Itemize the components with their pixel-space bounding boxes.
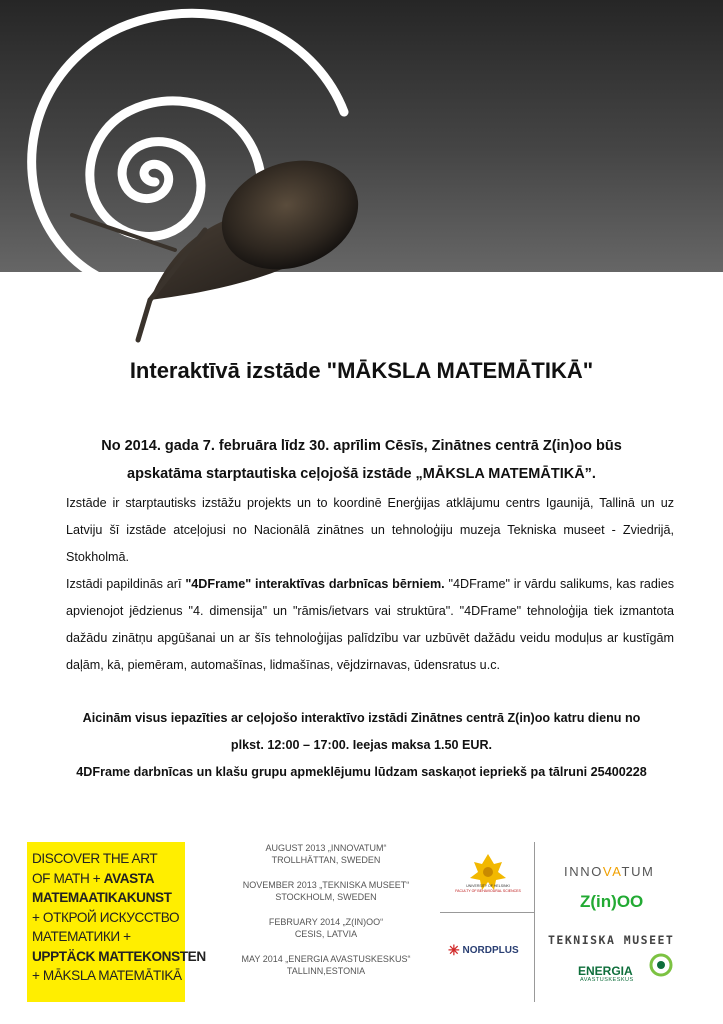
faculty-name: FACULTY OF BEHAVIOURAL SCIENCES [455,888,521,893]
divider [534,842,535,1002]
title-line [32,869,185,889]
nordplus-logo [448,942,519,959]
multilingual-title-box [27,842,206,1002]
tour-stop [226,953,426,977]
partner-logos [440,842,694,1002]
tour-place: CESIS, LATVIA [294,929,358,939]
paragraph: Izstāde ir starptautisks izstāžu projekts un to koordinē Enerģijas atklājumu centrs Igaunijā, Tallinā un uz Latviju šī izstāde atceļojusi no Nacionālā zinātnes un tehnoloģiju muzeja Tekniska museet - Zviedrijā, Stokholmā. [66,496,674,564]
lead-announcement [40,432,683,488]
tour-date: FEBRUARY 2014 „Z(IN)OO“ [268,917,384,927]
energia-swirl-icon [649,953,673,977]
paragraph-text: Izstādi papildinās arī [66,577,186,591]
tour-date: AUGUST 2013 „INNOVATUM“ [265,843,387,853]
tour-date: NOVEMBER 2013 „TEKNISKA MUSEET“ [242,880,410,890]
zinoo-logo: Z(in)OO [580,892,644,911]
tour-place: STOCKHOLM, SWEDEN [275,892,377,902]
title-line: DISCOVER THE ART [32,851,158,866]
booking-note: 4DFrame darbnīcas un klašu grupu apmeklējumu lūdzam saskaņot iepriekš pa tālruni 25400228 [76,765,647,779]
nordplus-star-icon: ✳ [448,942,460,958]
university-logo-text [446,884,530,893]
tour-stop [226,879,426,903]
paragraph-text: "4DFrame" ir vārdu salikums, kas radies apvienojot jēdzienus "4. dimensija" un "rāmis/ietvars vai struktūra". "4DFrame" tehnoloģija tiek izmantota dažādu zinātņu apgūšanai un ar šīs tehnoloģijas palīdzību var uzbūvēt dažādu veidu moduļus ar kustīgām daļām, kā, piemēram, automašīnas, lidmašīnas, vējdzirnavas, ūdensratus u.c. [66,577,674,672]
energia-logo: ENERGIA [578,964,633,978]
page-title: Interaktīvā izstāde "MĀKSLA MATEMĀTIKĀ" [129,358,594,383]
snail-spiral-illustration [0,0,723,350]
tour-schedule [226,842,426,990]
snail-lower-tentacle [138,300,150,340]
tour-date: MAY 2014 „ENERGIA AVASTUSKESKUS“ [241,954,411,964]
tekniska-museet-logo: TEKNISKA MUSEET [548,933,675,947]
invitation-line: Aicinām visus iepazīties ar ceļojošo interaktīvo izstādi Zinātnes centrā Z(in)oo katru dienu no [82,711,641,725]
lead-line: apskatāma starptautiska ceļojošā izstāde „MĀKSLA MATEMĀTIKĀ”. [127,466,596,482]
divider [440,912,534,913]
paragraph [66,571,674,679]
title-text-bold: AVASTA [103,870,155,886]
title-text: OF MATH + [32,870,104,886]
title-line: + ОТКРОЙ ИСКУССТВО [32,909,180,925]
paragraph-highlight: "4DFrame" interaktīvas darbnīcas bērniem. [185,577,445,591]
tour-stop [226,842,426,866]
innovatum-text: TUM [621,864,655,879]
title-line: UPPTÄCK MATTEKONSTEN [32,948,206,964]
title-line: + MĀKSLA MATEMĀTIKĀ [32,968,182,983]
header-banner [0,0,723,272]
nordplus-label: NORDPLUS [462,945,519,957]
visit-info [40,705,683,786]
innovatum-text: INNO [564,864,603,879]
lead-line: No 2014. gada 7. februāra līdz 30. aprīlim Cēsīs, Zinātnes centrā Z(in)oo būs [101,438,622,454]
university-name: UNIVERSITY OF HELSINKI [466,884,510,888]
title-line: МАТЕМАТИКИ + [32,929,131,944]
tour-place: TROLLHÄTTAN, SWEDEN [271,855,381,865]
innovatum-logo [564,864,655,879]
title-line: MATEMAATIKAKUNST [32,890,172,905]
description [66,490,674,679]
tour-place: TALLINN,ESTONIA [286,966,366,976]
invitation-line: plkst. 12:00 – 17:00. Ieejas maksa 1.50 EUR. [230,738,493,752]
innovatum-accent-text: VA [602,864,622,879]
energia-logo-subtitle: AVASTUSKESKUS [580,977,634,983]
tour-stop [226,916,426,940]
